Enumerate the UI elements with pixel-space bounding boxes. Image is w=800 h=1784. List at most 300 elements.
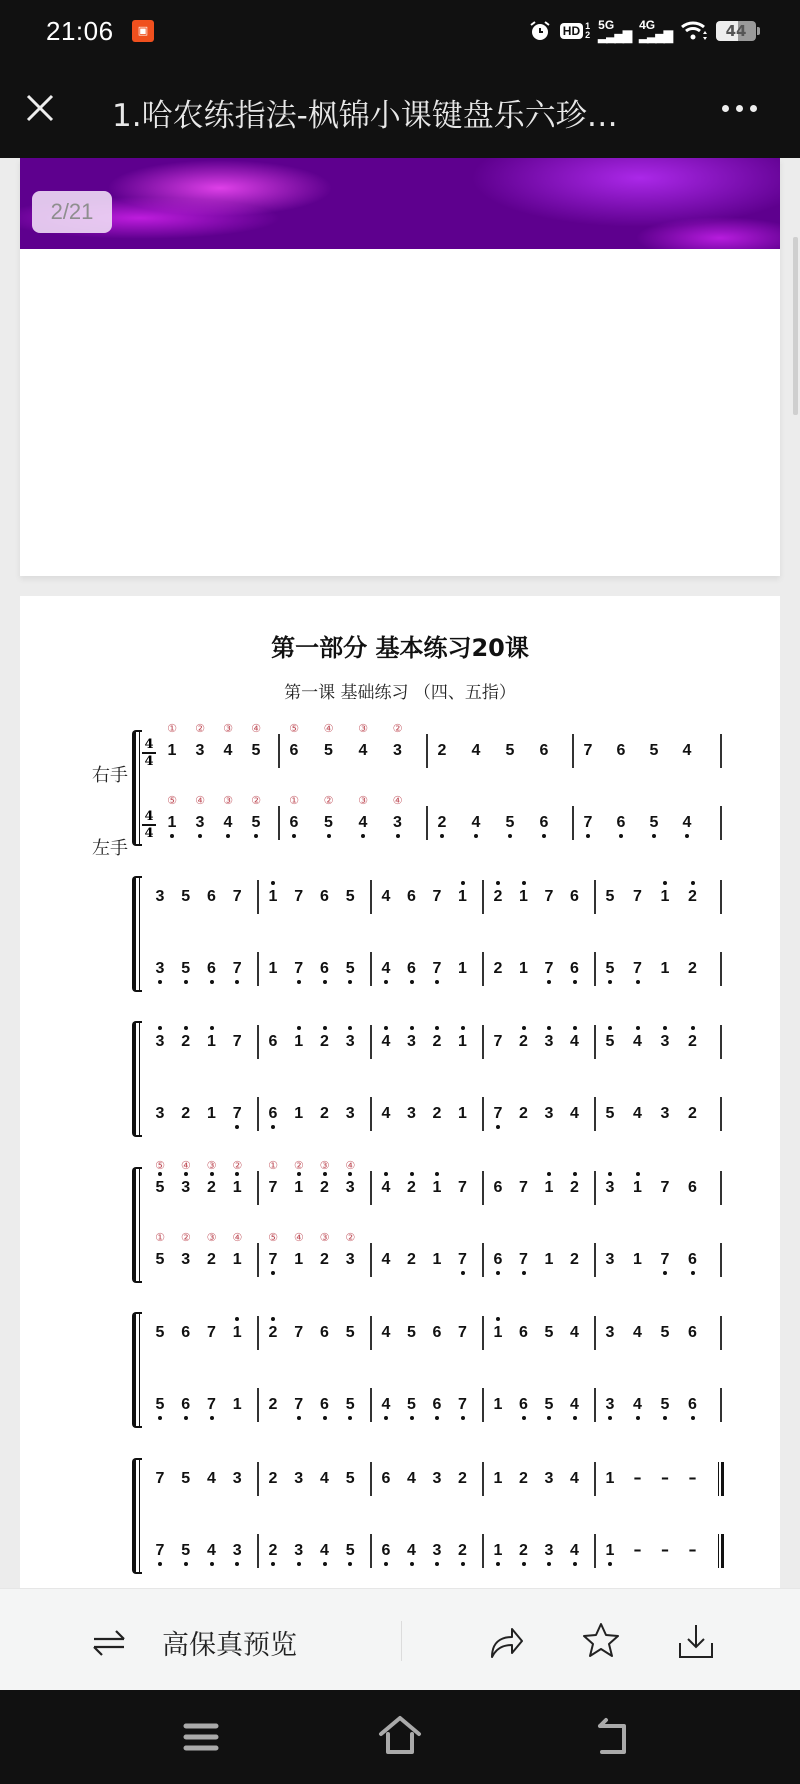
note: 2 xyxy=(565,1179,585,1197)
bar-line xyxy=(482,1097,484,1131)
5g-signal-icon: 5G ▂▃▅▇ xyxy=(598,18,632,43)
note: 5 xyxy=(600,960,620,978)
note: 1 xyxy=(660,960,670,977)
fingering-number: ③ xyxy=(319,1231,330,1244)
note: 1 xyxy=(514,888,534,906)
bar-line xyxy=(370,1388,372,1422)
sustain-dash: – xyxy=(688,1468,697,1487)
score-system xyxy=(132,1159,732,1285)
bar-line xyxy=(426,806,428,840)
note: 2 xyxy=(688,960,697,977)
note: 2 xyxy=(493,960,503,977)
note: 4 xyxy=(381,1251,391,1268)
note: 4 xyxy=(320,1470,329,1487)
time-signature: 4 4 xyxy=(142,738,156,768)
note: 2 xyxy=(514,1033,534,1051)
note: 5 xyxy=(505,742,515,759)
note: 5 xyxy=(324,742,333,759)
bar-line xyxy=(720,1316,722,1350)
bar-line xyxy=(720,1243,722,1277)
sustain-dash: – xyxy=(633,1468,642,1487)
viewer-header xyxy=(0,62,800,158)
bar-line xyxy=(594,880,596,914)
bar-line xyxy=(594,1316,596,1350)
note: 4 xyxy=(570,1105,579,1122)
note: 1 xyxy=(633,1251,642,1268)
note: 1 xyxy=(232,1251,242,1268)
note: 2 xyxy=(315,1033,335,1051)
note: 7 xyxy=(633,888,642,905)
note: 1 xyxy=(493,1470,503,1487)
note: 5 xyxy=(605,888,615,905)
fingering-number: ③ xyxy=(358,794,368,807)
note: 4 xyxy=(207,1470,216,1487)
note: 1 xyxy=(539,1179,559,1197)
system-nav-bar xyxy=(0,1690,800,1784)
bar-line xyxy=(257,1171,259,1205)
note: 4 xyxy=(353,814,373,832)
note: 6 xyxy=(432,1324,442,1341)
note: 1 xyxy=(268,960,278,977)
staff-right-hand xyxy=(132,1023,732,1063)
note: 7 xyxy=(488,1105,508,1123)
score-system xyxy=(132,878,732,994)
bar-line xyxy=(572,806,574,840)
note: 3 xyxy=(150,960,170,978)
bar-line xyxy=(594,952,596,986)
bar-line xyxy=(257,1462,259,1496)
note: 7 xyxy=(207,1324,216,1341)
note: 4 xyxy=(628,1033,648,1051)
note: 6 xyxy=(289,742,299,759)
more-icon[interactable] xyxy=(722,98,770,118)
note: 4 xyxy=(376,1396,396,1414)
fingering-number: ④ xyxy=(345,1159,356,1172)
score-system xyxy=(132,722,732,848)
bar-line xyxy=(257,1316,259,1350)
note: 6 xyxy=(488,1251,508,1269)
status-icons xyxy=(528,16,756,46)
note: 1 xyxy=(162,814,182,832)
bar-line xyxy=(720,734,722,768)
home-icon[interactable] xyxy=(375,1712,425,1762)
bar-line xyxy=(370,1025,372,1059)
note: 3 xyxy=(432,1470,442,1487)
fingering-number: ⑤ xyxy=(268,1231,278,1244)
score-system xyxy=(132,1460,732,1576)
share-icon[interactable] xyxy=(486,1621,526,1661)
note: 1 xyxy=(432,1251,442,1268)
note: 7 xyxy=(578,814,598,832)
fingering-number: ② xyxy=(195,722,205,735)
fingering-number: ① xyxy=(268,1159,278,1172)
fingering-number: ③ xyxy=(206,1231,217,1244)
note: 4 xyxy=(376,1179,396,1197)
bar-line xyxy=(257,1388,259,1422)
bar-line xyxy=(572,734,574,768)
fingering-number: ④ xyxy=(323,722,334,735)
note: 4 xyxy=(471,742,481,759)
menu-icon[interactable] xyxy=(176,1712,226,1762)
note: 3 xyxy=(427,1542,447,1560)
note: 4 xyxy=(466,814,486,832)
note: 3 xyxy=(232,1470,242,1487)
note: 5 xyxy=(155,1324,165,1341)
notification-app-icon: ▣ xyxy=(132,20,154,42)
note: 4 xyxy=(381,888,391,905)
fingering-number: ① xyxy=(167,722,177,735)
note: 7 xyxy=(427,960,447,978)
note: 4 xyxy=(565,1542,585,1560)
note: 5 xyxy=(181,1470,191,1487)
note: 5 xyxy=(319,814,339,832)
note: 3 xyxy=(605,1251,615,1268)
note: 2 xyxy=(207,1251,216,1268)
note: 7 xyxy=(155,1470,165,1487)
note: 6 xyxy=(514,1396,534,1414)
sustain-dash: – xyxy=(661,1540,669,1559)
note: 6 xyxy=(570,888,579,905)
note: 3 xyxy=(600,1396,620,1414)
note: 3 xyxy=(176,1179,196,1197)
note: 1 xyxy=(167,742,177,759)
note: 1 xyxy=(458,1105,467,1122)
note: 6 xyxy=(688,1324,697,1341)
fingering-number: ④ xyxy=(232,1231,243,1244)
note: 3 xyxy=(655,1033,675,1051)
score-title: 第一部分 基本练习20课 xyxy=(271,634,529,662)
note: 5 xyxy=(407,1324,416,1341)
bar-line xyxy=(594,1025,596,1059)
note: 5 xyxy=(345,1470,355,1487)
note: 7 xyxy=(232,888,242,905)
bar-line xyxy=(482,1025,484,1059)
note: 1 xyxy=(207,1105,216,1122)
note: 5 xyxy=(176,1542,196,1560)
note: 5 xyxy=(345,888,355,905)
staff-right-hand xyxy=(132,1159,732,1209)
bar-line xyxy=(257,1534,259,1568)
fingering-number: ④ xyxy=(195,794,205,807)
bar-line xyxy=(720,1097,722,1131)
bar-line xyxy=(720,880,722,914)
bar-line xyxy=(482,1462,484,1496)
bar-line xyxy=(482,1316,484,1350)
note: 2 xyxy=(181,1105,191,1122)
bar-line xyxy=(370,1243,372,1277)
fingering-number: ⑤ xyxy=(155,1159,165,1172)
note: 2 xyxy=(519,1105,528,1122)
note: 3 xyxy=(388,814,408,832)
battery-indicator: 44 xyxy=(716,21,756,41)
note: 6 xyxy=(284,814,304,832)
note: 7 xyxy=(655,1251,675,1269)
fingering-number: ② xyxy=(293,1159,304,1172)
note: 3 xyxy=(195,742,205,759)
note: 6 xyxy=(611,814,631,832)
note: 5 xyxy=(539,1396,559,1414)
fingering-number: ③ xyxy=(206,1159,217,1172)
bar-line xyxy=(482,880,484,914)
note: 5 xyxy=(251,742,261,759)
note: 5 xyxy=(600,1033,620,1051)
bar-line xyxy=(370,880,372,914)
5g-label: 5G xyxy=(598,18,615,32)
note: 5 xyxy=(345,1324,355,1341)
document-viewer[interactable] xyxy=(0,158,800,1588)
note: 4 xyxy=(628,1396,648,1414)
note: 2 xyxy=(427,1033,447,1051)
note: 6 xyxy=(493,1179,503,1196)
right-hand-label: 右手 xyxy=(92,765,128,786)
bar-line xyxy=(720,952,722,986)
bar-line xyxy=(720,1171,722,1205)
note: 7 xyxy=(539,960,559,978)
note: 5 xyxy=(246,814,266,832)
4g-signal-icon: 4G ▂▃▅▇ xyxy=(639,18,672,43)
note: 6 xyxy=(320,888,329,905)
note: 1 xyxy=(493,1396,503,1413)
fingering-number: ② xyxy=(345,1231,356,1244)
note: 7 xyxy=(289,960,309,978)
fingering-number: ⑤ xyxy=(289,722,299,735)
note: 7 xyxy=(232,1033,242,1050)
staff-left-hand xyxy=(132,1386,732,1426)
note: 1 xyxy=(488,1324,508,1342)
note: 3 xyxy=(393,742,402,759)
note: 5 xyxy=(150,1396,170,1414)
note: 2 xyxy=(453,1542,473,1560)
note: 1 xyxy=(605,1470,615,1487)
note: 3 xyxy=(181,1251,191,1268)
note: 3 xyxy=(539,1033,559,1051)
note: 1 xyxy=(519,960,528,977)
bar-line xyxy=(257,1243,259,1277)
note: 1 xyxy=(289,1179,309,1197)
scrollbar[interactable] xyxy=(793,237,798,415)
note: 6 xyxy=(534,814,554,832)
note: 4 xyxy=(677,814,697,832)
page-card-score xyxy=(20,596,780,1588)
note: 2 xyxy=(268,1470,278,1487)
score-system xyxy=(132,1314,732,1430)
note: 5 xyxy=(402,1396,422,1414)
note: 6 xyxy=(407,888,416,905)
note: 2 xyxy=(570,1251,579,1268)
note: 4 xyxy=(376,1033,396,1051)
bar-line xyxy=(370,1171,372,1205)
swap-icon[interactable] xyxy=(90,1627,128,1659)
note: 3 xyxy=(600,1179,620,1197)
staff-right-hand xyxy=(132,722,732,772)
bar-line xyxy=(720,806,722,840)
note: 6 xyxy=(616,742,626,759)
note: 7 xyxy=(458,1324,467,1341)
note: 2 xyxy=(683,888,703,906)
note: 6 xyxy=(181,1324,191,1341)
note: 7 xyxy=(150,1542,170,1560)
staff-left-hand xyxy=(132,1532,732,1572)
note: 7 xyxy=(453,1251,473,1269)
bar-line xyxy=(257,880,259,914)
note: 1 xyxy=(458,960,467,977)
note: 4 xyxy=(315,1542,335,1560)
note: 7 xyxy=(227,960,247,978)
note: 6 xyxy=(519,1324,528,1341)
bar-line xyxy=(594,1388,596,1422)
note: 7 xyxy=(544,888,554,905)
note: 1 xyxy=(294,1251,304,1268)
note: 6 xyxy=(683,1396,703,1414)
fingering-number: ② xyxy=(251,794,261,807)
note: 7 xyxy=(514,1251,534,1269)
note: 3 xyxy=(227,1542,247,1560)
note: 1 xyxy=(628,1179,648,1197)
fingering-number: ④ xyxy=(392,794,403,807)
fingering-number: ② xyxy=(232,1159,243,1172)
note: 1 xyxy=(227,1179,247,1197)
note: 3 xyxy=(190,814,210,832)
note: 1 xyxy=(232,1396,242,1413)
note: 1 xyxy=(202,1033,222,1051)
note: 4 xyxy=(223,742,233,759)
note: 4 xyxy=(407,1470,416,1487)
note: 7 xyxy=(227,1105,247,1123)
staff-left-hand xyxy=(132,794,732,844)
note: 3 xyxy=(605,1324,615,1341)
note: 6 xyxy=(320,1324,329,1341)
bar-line xyxy=(257,1025,259,1059)
note: 5 xyxy=(649,742,659,759)
note: 5 xyxy=(155,1251,165,1268)
note: 3 xyxy=(289,1542,309,1560)
note: 2 xyxy=(514,1542,534,1560)
note: 5 xyxy=(150,1179,170,1197)
note: 2 xyxy=(688,1105,697,1122)
fingering-number: ③ xyxy=(358,722,368,735)
note: 4 xyxy=(202,1542,222,1560)
note: 4 xyxy=(381,1105,391,1122)
note: 1 xyxy=(544,1251,554,1268)
note: 4 xyxy=(682,742,692,759)
fingering-number: ④ xyxy=(180,1159,191,1172)
fingering-number: ③ xyxy=(223,722,233,735)
note: 2 xyxy=(268,1396,278,1413)
fingering-number: ① xyxy=(155,1231,165,1244)
note: 5 xyxy=(340,1542,360,1560)
note: 1 xyxy=(227,1324,247,1342)
note: 1 xyxy=(453,1033,473,1051)
note: 6 xyxy=(207,888,216,905)
fingering-number: ④ xyxy=(251,722,261,735)
note: 1 xyxy=(600,1542,620,1560)
status-time: 21:06 xyxy=(46,16,114,46)
note: 7 xyxy=(268,1179,278,1196)
fingering-number: ③ xyxy=(223,794,233,807)
note: 2 xyxy=(488,888,508,906)
note: 4 xyxy=(633,1324,642,1341)
note: 7 xyxy=(289,1396,309,1414)
download-icon[interactable] xyxy=(676,1621,716,1661)
staff-left-hand xyxy=(132,950,732,990)
note: 1 xyxy=(427,1179,447,1197)
note: 2 xyxy=(407,1251,416,1268)
note: 6 xyxy=(315,960,335,978)
note: 2 xyxy=(202,1179,222,1197)
fingering-number: ② xyxy=(392,722,403,735)
final-barline xyxy=(718,1534,724,1568)
bar-line xyxy=(594,1534,596,1568)
note: 4 xyxy=(218,814,238,832)
back-icon[interactable] xyxy=(588,1712,638,1762)
final-barline xyxy=(718,1462,724,1496)
sustain-dash: – xyxy=(661,1468,669,1487)
note: 3 xyxy=(155,1105,165,1122)
left-hand-label: 左手 xyxy=(92,838,128,859)
note: 1 xyxy=(263,888,283,906)
note: 1 xyxy=(453,888,473,906)
note: 3 xyxy=(544,1470,554,1487)
hd-label: HD xyxy=(560,23,583,39)
note: 7 xyxy=(294,888,304,905)
bar-line xyxy=(482,1171,484,1205)
star-icon[interactable] xyxy=(581,1621,621,1661)
bar-line xyxy=(426,734,428,768)
note: 4 xyxy=(633,1105,642,1122)
note: 6 xyxy=(683,1251,703,1269)
score-system xyxy=(132,1023,732,1139)
note: 4 xyxy=(402,1542,422,1560)
staff-left-hand xyxy=(132,1095,732,1135)
note: 5 xyxy=(340,960,360,978)
note: 5 xyxy=(181,888,191,905)
note: 2 xyxy=(320,1105,329,1122)
note: 3 xyxy=(544,1105,554,1122)
fingering-number: ⑤ xyxy=(167,794,177,807)
note: 4 xyxy=(565,1396,585,1414)
time-signature: 4 4 xyxy=(142,810,156,840)
note: 6 xyxy=(202,960,222,978)
note: 7 xyxy=(432,888,442,905)
staff-left-hand xyxy=(132,1231,732,1281)
note: 2 xyxy=(263,1542,283,1560)
bar-line xyxy=(720,1388,722,1422)
note: 5 xyxy=(500,814,520,832)
status-bar xyxy=(0,0,800,62)
hifi-preview-button[interactable]: 高保真预览 xyxy=(162,1630,297,1661)
note: 5 xyxy=(655,1396,675,1414)
note: 3 xyxy=(150,1033,170,1051)
fingering-number: ③ xyxy=(319,1159,330,1172)
close-icon[interactable] xyxy=(22,90,58,126)
bar-line xyxy=(482,952,484,986)
bar-line xyxy=(482,1388,484,1422)
bar-line xyxy=(594,1097,596,1131)
note: 7 xyxy=(493,1033,503,1050)
note: 6 xyxy=(539,742,549,759)
sustain-dash: – xyxy=(688,1540,697,1559)
bar-line xyxy=(482,1534,484,1568)
note: 6 xyxy=(268,1033,278,1050)
note: 1 xyxy=(294,1105,304,1122)
note: 6 xyxy=(315,1396,335,1414)
note: 7 xyxy=(583,742,593,759)
note: 2 xyxy=(263,1324,283,1342)
note: 3 xyxy=(660,1105,670,1122)
bar-line xyxy=(482,1243,484,1277)
hd-volte-icon: HD 1 2 xyxy=(560,22,590,40)
note: 2 xyxy=(176,1033,196,1051)
